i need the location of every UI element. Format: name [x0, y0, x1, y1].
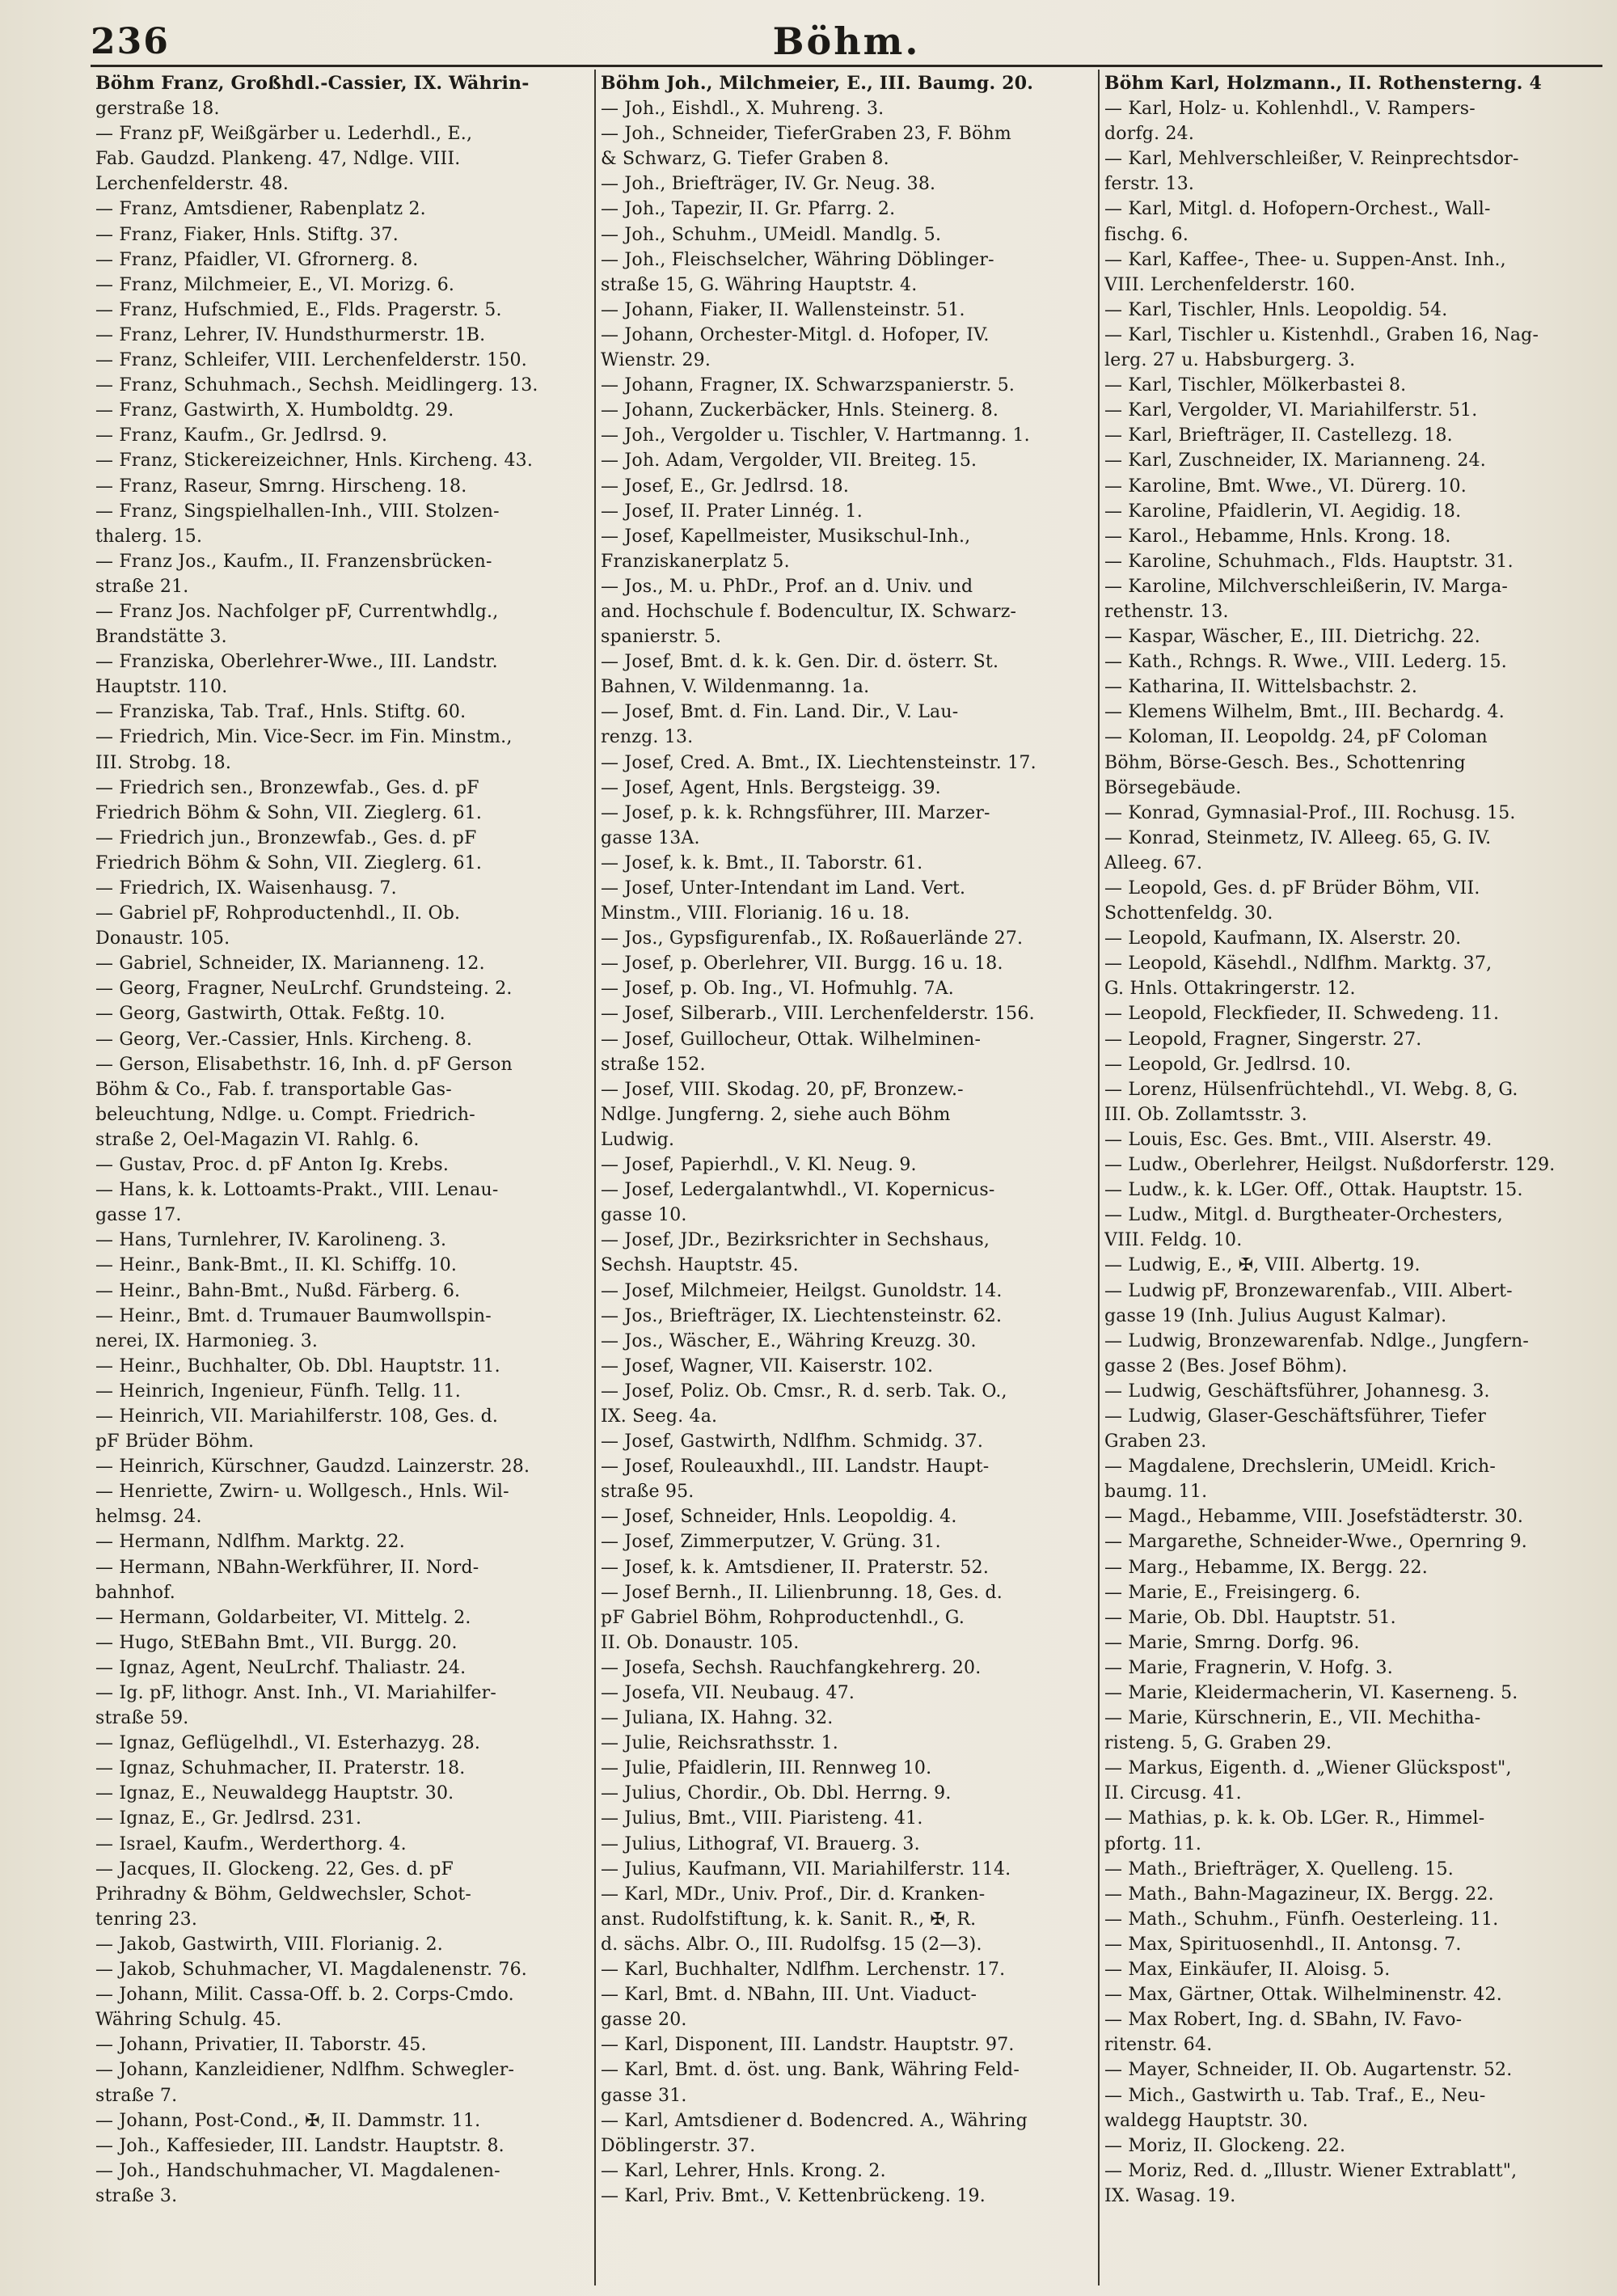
directory-entry-line: straße 3.	[95, 2185, 178, 2206]
directory-entry-line: — Josef, k. k. Bmt., II. Taborstr. 61.	[601, 852, 923, 873]
directory-entry-line: — Josef, Kapellmeister, Musikschul-Inh.,	[601, 526, 971, 547]
directory-entry-line: — Gabriel, Schneider, IX. Marianneng. 12.	[95, 953, 485, 975]
directory-entry-line: — Karl, Lehrer, Hnls. Krong. 2.	[601, 2160, 886, 2181]
directory-entry-line: Döblingerstr. 37.	[601, 2135, 756, 2156]
directory-entry-line: — Math., Bahn-Magazineur, IX. Bergg. 22.	[1104, 1884, 1494, 1905]
directory-entry-line: — Georg, Ver.-Cassier, Hnls. Kircheng. 8.	[95, 1029, 473, 1050]
directory-entry-line: — Magd., Hebamme, VIII. Josefstädterstr. 30.	[1104, 1507, 1524, 1528]
directory-entry-line: — Karl, Priv. Bmt., V. Kettenbrückeng. 19.	[601, 2185, 986, 2206]
directory-entry-line: — Mayer, Schneider, II. Ob. Augartenstr. 52.	[1104, 2060, 1513, 2081]
directory-entry-line: — Marie, Kleidermacherin, VI. Kaserneng. 5.	[1104, 1683, 1518, 1703]
directory-entry-line: straße 15, G. Währing Hauptstr. 4.	[601, 274, 918, 295]
directory-entry-line: — Mathias, p. k. k. Ob. LGer. R., Himmel-	[1104, 1808, 1485, 1829]
directory-entry-line: — Franz, Amtsdiener, Rabenplatz 2.	[95, 199, 426, 220]
directory-entry-line: — Gabriel pF, Rohproductenhdl., II. Ob.	[95, 903, 461, 924]
directory-entry-line: — Math., Briefträger, X. Quelleng. 15.	[1104, 1858, 1454, 1880]
directory-entry-line: Fab. Gaudzd. Plankeng. 47, Ndlge. VIII.	[95, 149, 461, 170]
directory-entry-line: — Klemens Wilhelm, Bmt., III. Bechardg. 4.	[1104, 702, 1505, 723]
directory-entry-line: — Johann, Zuckerbäcker, Hnls. Steinerg. 8.	[601, 400, 999, 421]
directory-entry-line: — Israel, Kaufm., Werderthorg. 4.	[95, 1833, 407, 1854]
directory-entry-line: lerg. 27 u. Habsburgerg. 3.	[1104, 350, 1356, 371]
directory-entry-line: gerstraße 18.	[95, 99, 220, 120]
directory-entry-line: — Marie, Ob. Dbl. Hauptstr. 51.	[1104, 1607, 1396, 1628]
directory-entry-line: — Ignaz, Geflügelhdl., VI. Esterhazyg. 28.	[95, 1733, 481, 1754]
directory-entry-line: IX. Wasag. 19.	[1104, 2185, 1236, 2206]
column-3	[1098, 70, 1602, 2285]
directory-entry-line: — Jos., Briefträger, IX. Liechtensteinstr. 62.	[601, 1305, 1003, 1326]
directory-entry-line: — Hermann, NBahn-Werkführer, II. Nord-	[95, 1557, 479, 1578]
directory-entry-line: straße 7.	[95, 2085, 178, 2106]
directory-entry-line: — Hermann, Ndlfhm. Marktg. 22.	[95, 1532, 405, 1553]
directory-entry-line: — Lorenz, Hülsenfrüchtehdl., VI. Webg. 8, G.	[1104, 1079, 1518, 1100]
directory-entry-line: pF Gabriel Böhm, Rohproductenhdl., G.	[601, 1607, 965, 1628]
directory-entry-line: — Karl, Buchhalter, Ndlfhm. Lerchenstr. 17.	[601, 1960, 1006, 1981]
directory-entry-line: — Johann, Privatier, II. Taborstr. 45.	[95, 2035, 427, 2056]
directory-entry-line: — Konrad, Steinmetz, IV. Alleeg. 65, G. IV.	[1104, 827, 1492, 848]
directory-entry-line: — Karoline, Schuhmach., Flds. Hauptstr. 31.	[1104, 551, 1514, 572]
directory-entry-line: — Heinrich, VII. Mariahilferstr. 108, Ges. d.	[95, 1406, 499, 1427]
directory-entry-line: — Leopold, Käsehdl., Ndlfhm. Marktg. 37,	[1104, 953, 1492, 975]
directory-entry-line: VIII. Lerchenfelderstr. 160.	[1104, 274, 1356, 295]
directory-entry-line: straße 95.	[601, 1482, 695, 1503]
directory-entry-line: — Leopold, Kaufmann, IX. Alserstr. 20.	[1104, 928, 1462, 949]
directory-entry-line: — Karl, Amtsdiener d. Bodencred. A., Währing	[601, 2110, 1028, 2131]
directory-entry-line: — Henriette, Zwirn- u. Wollgesch., Hnls. Wil-	[95, 1482, 509, 1503]
directory-entry-line: — Karoline, Bmt. Wwe., VI. Dürerg. 10.	[1104, 476, 1467, 497]
directory-entry-line: — Josef, Ledergalantwhdl., VI. Kopernicus-	[601, 1180, 995, 1201]
directory-entry-line: Bahnen, V. Wildenmanng. 1a.	[601, 677, 870, 698]
directory-entry-line: — Jakob, Schuhmacher, VI. Magdalenenstr. 76.	[95, 1960, 527, 1981]
directory-entry-line: — Johann, Orchester-Mitgl. d. Hofoper, IV.	[601, 324, 990, 345]
directory-entry-line: — Joh., Tapezir, II. Gr. Pfarrg. 2.	[601, 199, 896, 220]
directory-entry-line: — Joh., Briefträger, IV. Gr. Neug. 38.	[601, 174, 936, 195]
running-head: Böhm.	[772, 19, 921, 63]
directory-entry-line: gasse 17.	[95, 1205, 182, 1226]
directory-entry-line: — Gerson, Elisabethstr. 16, Inh. d. pF Gerson	[95, 1054, 513, 1075]
directory-entry-line: — Ludwig, E., ✠, VIII. Albertg. 19.	[1104, 1255, 1421, 1276]
directory-entry-line: — Karl, Vergolder, VI. Mariahilferstr. 51.	[1104, 400, 1478, 421]
directory-entry-line: risteng. 5, G. Graben 29.	[1104, 1733, 1332, 1754]
directory-entry-line: — Josef, E., Gr. Jedlrsd. 18.	[601, 476, 850, 497]
directory-entry-line: Ludwig.	[601, 1129, 675, 1150]
directory-entry-line: Böhm, Börse-Gesch. Bes., Schottenring	[1104, 752, 1466, 773]
directory-entry-line: — Julie, Pfaidlerin, III. Rennweg 10.	[601, 1758, 932, 1779]
directory-entry-line: — Josef, Gastwirth, Ndlfhm. Schmidg. 37.	[601, 1431, 984, 1452]
directory-entry-line: — Josef, p. Oberlehrer, VII. Burgg. 16 u. 18.	[601, 953, 1003, 975]
directory-entry-line: — Juliana, IX. Hahng. 32.	[601, 1708, 834, 1729]
directory-entry-line: — Ludwig, Bronzewarenfab. Ndlge., Jungfern-	[1104, 1330, 1530, 1351]
directory-entry-line: d. sächs. Albr. O., III. Rudolfsg. 15 (2—3).	[601, 1934, 982, 1955]
directory-entry-line: straße 21.	[95, 576, 189, 597]
directory-entry-line: — Ludwig, Glaser-Geschäftsführer, Tiefer	[1104, 1406, 1487, 1427]
directory-entry-line: — Julie, Reichsrathsstr. 1.	[601, 1733, 838, 1754]
directory-entry-line: — Joh., Kaffesieder, III. Landstr. Hauptstr. 8.	[95, 2135, 505, 2156]
directory-entry-line: — Heinrich, Kürschner, Gaudzd. Lainzerstr. 28.	[95, 1457, 530, 1478]
directory-entry-line: G. Hnls. Ottakringerstr. 12.	[1104, 979, 1356, 1000]
directory-entry-line: — Joh., Vergolder u. Tischler, V. Hartmanng. 1.	[601, 425, 1030, 446]
directory-entry-line: renzg. 13.	[601, 727, 694, 748]
directory-entry-line: dorfg. 24.	[1104, 124, 1195, 145]
directory-entry-line: Prihradny & Böhm, Geldwechsler, Schot-	[95, 1884, 472, 1905]
directory-entry-line: — Johann, Fiaker, II. Wallensteinstr. 51.	[601, 299, 965, 320]
directory-entry-line: — Friedrich sen., Bronzewfab., Ges. d. pF	[95, 777, 479, 798]
directory-entry-line: — Marie, Fragnerin, V. Hofg. 3.	[1104, 1657, 1393, 1678]
directory-entry-line: — Josef, Bmt. d. k. k. Gen. Dir. d. österr. St.	[601, 652, 999, 673]
directory-entry-line: fischg. 6.	[1104, 224, 1189, 245]
directory-entry-line: — Johann, Fragner, IX. Schwarzspanierstr. 5.	[601, 375, 1015, 396]
directory-entry-line: Donaustr. 105.	[95, 928, 230, 949]
directory-entry-line: gasse 2 (Bes. Josef Böhm).	[1104, 1355, 1348, 1376]
directory-entry-line: — Joh., Schuhm., UMeidl. Mandlg. 5.	[601, 224, 942, 245]
directory-entry-line: Alleeg. 67.	[1104, 852, 1203, 873]
directory-entry-line: — Franz, Gastwirth, X. Humboldtg. 29.	[95, 400, 454, 421]
directory-entry-line: — Josef, Guillocheur, Ottak. Wilhelminen-	[601, 1029, 982, 1050]
directory-entry-line: — Josef, VIII. Skodag. 20, pF, Bronzew.-	[601, 1079, 964, 1100]
directory-entry-line: — Ludwig, Geschäftsführer, Johannesg. 3.	[1104, 1381, 1490, 1402]
directory-entry-line: — Friedrich jun., Bronzewfab., Ges. d. pF	[95, 827, 477, 848]
directory-entry-line: nerei, IX. Harmonieg. 3.	[95, 1330, 319, 1351]
page-header	[91, 18, 1602, 63]
directory-entry-line: — Moriz, Red. d. „Illustr. Wiener Extrablatt",	[1104, 2160, 1518, 2181]
directory-entry-line: — Math., Schuhm., Fünfh. Oesterleing. 11.	[1104, 1909, 1499, 1930]
directory-entry-line: II. Ob. Donaustr. 105.	[601, 1632, 800, 1653]
directory-entry-line: — Julius, Chordir., Ob. Dbl. Herrng. 9.	[601, 1783, 952, 1804]
directory-entry-line: — Marg., Hebamme, IX. Bergg. 22.	[1104, 1557, 1428, 1578]
directory-entry-line: — Franz, Fiaker, Hnls. Stiftg. 37.	[95, 224, 399, 245]
directory-entry-line: — Gustav, Proc. d. pF Anton Ig. Krebs.	[95, 1155, 450, 1176]
directory-entry-line: — Margarethe, Schneider-Wwe., Opernring 9.	[1104, 1532, 1527, 1553]
directory-entry-line: beleuchtung, Ndlge. u. Compt. Friedrich-	[95, 1104, 475, 1125]
directory-entry-line: — Kaspar, Wäscher, E., III. Dietrichg. 22.	[1104, 627, 1480, 648]
directory-entry-line: Brandstätte 3.	[95, 627, 227, 648]
directory-entry-line: — Karl, Bmt. d. NBahn, III. Unt. Viaduct-	[601, 1985, 977, 2006]
directory-entry-line: — Karl, Holz- u. Kohlenhdl., V. Rampers-	[1104, 99, 1476, 120]
column-2	[594, 70, 1098, 2285]
directory-entry-line: pF Brüder Böhm.	[95, 1431, 255, 1452]
directory-entry-line: Böhm Joh., Milchmeier, E., III. Baumg. 20.	[601, 73, 1034, 94]
directory-entry-line: — Karl, Kaffee-, Thee- u. Suppen-Anst. Inh.,	[1104, 249, 1506, 270]
directory-entry-line: Friedrich Böhm & Sohn, VII. Zieglerg. 61.	[95, 852, 483, 873]
directory-entry-line: gasse 19 (Inh. Julius August Kalmar).	[1104, 1305, 1447, 1326]
directory-entry-line: Währing Schulg. 45.	[95, 2010, 282, 2031]
directory-entry-line: — Konrad, Gymnasial-Prof., III. Rochusg. 15.	[1104, 802, 1516, 823]
directory-entry-line: pfortg. 11.	[1104, 1833, 1202, 1854]
directory-entry-line: ferstr. 13.	[1104, 174, 1195, 195]
directory-entry-line: — Ignaz, E., Gr. Jedlrsd. 231.	[95, 1808, 362, 1829]
directory-entry-line: III. Ob. Zollamtsstr. 3.	[1104, 1104, 1307, 1125]
directory-entry-line: gasse 31.	[601, 2085, 687, 2106]
directory-entry-line: — Marie, E., Freisingerg. 6.	[1104, 1582, 1361, 1603]
directory-entry-line: — Karol., Hebamme, Hnls. Krong. 18.	[1104, 526, 1451, 547]
directory-entry-line: straße 2, Oel-Magazin VI. Rahlg. 6.	[95, 1129, 420, 1150]
directory-entry-line: — Ludw., Mitgl. d. Burgtheater-Orchesters,	[1104, 1205, 1503, 1226]
directory-entry-line: — Heinr., Bmt. d. Trumauer Baumwollspin-	[95, 1305, 492, 1326]
page-number: 236	[91, 21, 170, 62]
directory-entry-line: — Franz pF, Weißgärber u. Lederhdl., E.,	[95, 124, 473, 145]
directory-entry-line: — Ig. pF, lithogr. Anst. Inh., VI. Mariahilfer-	[95, 1683, 496, 1703]
directory-entry-line: gasse 20.	[601, 2010, 687, 2031]
directory-entry-line: — Karl, Briefträger, II. Castellezg. 18.	[1104, 425, 1453, 446]
directory-entry-line: — Joh., Eishdl., X. Muhreng. 3.	[601, 99, 884, 120]
directory-entry-line: Hauptstr. 110.	[95, 677, 228, 698]
directory-entry-line: — Karoline, Milchverschleißerin, IV. Marga-	[1104, 576, 1509, 597]
directory-entry-line: — Julius, Kaufmann, VII. Mariahilferstr. 114.	[601, 1858, 1011, 1880]
directory-entry-line: — Louis, Esc. Ges. Bmt., VIII. Alserstr. 49.	[1104, 1129, 1492, 1150]
directory-entry-line: — Franz, Raseur, Smrng. Hirscheng. 18.	[95, 476, 467, 497]
directory-entry-line: — Josef, p. k. k. Rchngsführer, III. Marzer-	[601, 802, 990, 823]
directory-entry-line: — Katharina, II. Wittelsbachstr. 2.	[1104, 677, 1418, 698]
directory-entry-line: — Julius, Lithograf, VI. Brauerg. 3.	[601, 1833, 920, 1854]
directory-entry-line: Sechsh. Hauptstr. 45.	[601, 1255, 799, 1276]
directory-entry-line: bahnhof.	[95, 1582, 175, 1603]
directory-entry-line: — Leopold, Fleckfieder, II. Schwedeng. 11.	[1104, 1004, 1500, 1025]
directory-entry-line: — Franz, Schleifer, VIII. Lerchenfelderstr. 150.	[95, 350, 527, 371]
directory-entry-line: — Franziska, Tab. Traf., Hnls. Stiftg. 60.	[95, 702, 467, 723]
directory-entry-line: — Leopold, Fragner, Singerstr. 27.	[1104, 1029, 1422, 1050]
directory-entry-line: — Ignaz, Agent, NeuLrchf. Thaliastr. 24.	[95, 1657, 467, 1678]
directory-entry-line: — Friedrich, IX. Waisenhausg. 7.	[95, 878, 397, 899]
directory-entry-line: — Karl, Tischler, Hnls. Leopoldig. 54.	[1104, 299, 1448, 320]
directory-entry-line: IX. Seeg. 4a.	[601, 1406, 718, 1427]
directory-entry-line: VIII. Feldg. 10.	[1104, 1230, 1243, 1251]
directory-entry-line: — Josef, Unter-Intendant im Land. Vert.	[601, 878, 966, 899]
directory-entry-line: — Franz, Pfaidler, VI. Gfrornerg. 8.	[95, 249, 419, 270]
directory-entry-line: — Heinrich, Ingenieur, Fünfh. Tellg. 11.	[95, 1381, 461, 1402]
directory-entry-line: — Johann, Post-Cond., ✠, II. Dammstr. 11.	[95, 2110, 481, 2131]
header-rule	[91, 65, 1602, 67]
directory-entry-line: and. Hochschule f. Bodencultur, IX. Schwarz-	[601, 601, 1017, 622]
directory-entry-line: — Julius, Bmt., VIII. Piaristeng. 41.	[601, 1808, 923, 1829]
directory-entry-line: — Josef, Schneider, Hnls. Leopoldig. 4.	[601, 1507, 957, 1528]
directory-entry-line: — Karl, Disponent, III. Landstr. Hauptstr. 97.	[601, 2035, 1015, 2056]
directory-entry-line: — Franz Jos. Nachfolger pF, Currentwhdlg.,	[95, 601, 499, 622]
directory-entry-line: — Franz, Kaufm., Gr. Jedlrsd. 9.	[95, 425, 388, 446]
directory-entry-line: thalerg. 15.	[95, 526, 203, 547]
directory-entry-line: — Josef, JDr., Bezirksrichter in Sechshaus,	[601, 1230, 990, 1251]
directory-entry-line: — Franz, Milchmeier, E., VI. Morizg. 6.	[95, 274, 455, 295]
directory-entry-line: — Ignaz, Schuhmacher, II. Praterstr. 18.	[95, 1758, 466, 1779]
directory-entry-line: — Max, Spirituosenhdl., II. Antonsg. 7.	[1104, 1934, 1462, 1955]
directory-entry-line: — Heinr., Bank-Bmt., II. Kl. Schiffg. 10.	[95, 1255, 458, 1276]
directory-entry-line: — Josef, II. Prater Linnég. 1.	[601, 501, 863, 522]
directory-entry-line: III. Strobg. 18.	[95, 752, 232, 773]
directory-entry-line: — Ignaz, E., Neuwaldegg Hauptstr. 30.	[95, 1783, 454, 1804]
directory-entry-line: — Kath., Rchngs. R. Wwe., VIII. Lederg. 15.	[1104, 652, 1507, 673]
directory-entry-line: — Joh., Fleischselcher, Währing Döblinger-	[601, 249, 994, 270]
directory-entry-line: — Koloman, II. Leopoldg. 24, pF Coloman	[1104, 727, 1488, 748]
directory-entry-line: — Friedrich, Min. Vice-Secr. im Fin. Minstm.,	[95, 727, 513, 748]
directory-entry-line: Schottenfeldg. 30.	[1104, 903, 1273, 924]
directory-entry-line: Franziskanerplatz 5.	[601, 551, 790, 572]
directory-entry-line: — Jos., Gypsfigurenfab., IX. Roßauerlände 27.	[601, 928, 1024, 949]
directory-entry-line: & Schwarz, G. Tiefer Graben 8.	[601, 149, 889, 170]
directory-entry-line: — Josef, Rouleauxhdl., III. Landstr. Haupt-	[601, 1457, 990, 1478]
directory-entry-line: rethenstr. 13.	[1104, 601, 1229, 622]
directory-entry-line: Minstm., VIII. Florianig. 16 u. 18.	[601, 903, 910, 924]
directory-entry-line: Böhm Karl, Holzmann., II. Rothensterng. 4	[1104, 73, 1543, 94]
directory-entry-line: — Max, Einkäufer, II. Aloisg. 5.	[1104, 1960, 1391, 1981]
directory-entry-line: — Josef, Agent, Hnls. Bergsteigg. 39.	[601, 777, 941, 798]
directory-entry-line: — Jos., Wäscher, E., Währing Kreuzg. 30.	[601, 1330, 977, 1351]
directory-entry-line: — Franz, Lehrer, IV. Hundsthurmerstr. 1B.	[95, 324, 486, 345]
directory-entry-line: — Josef, Cred. A. Bmt., IX. Liechtensteinstr. 17.	[601, 752, 1036, 773]
directory-entry-line: — Johann, Kanzleidiener, Ndlfhm. Schwegler-	[95, 2060, 515, 2081]
directory-entry-line: — Markus, Eigenth. d. „Wiener Glückspost",	[1104, 1758, 1512, 1779]
directory-entry-line: — Josefa, Sechsh. Rauchfangkehrerg. 20.	[601, 1657, 982, 1678]
directory-entry-line: — Karl, Tischler, Mölkerbastei 8.	[1104, 375, 1407, 396]
directory-entry-line: — Jacques, II. Glockeng. 22, Ges. d. pF	[95, 1858, 454, 1880]
directory-entry-line: — Georg, Fragner, NeuLrchf. Grundsteing. 2.	[95, 979, 513, 1000]
directory-entry-line: — Leopold, Ges. d. pF Brüder Böhm, VII.	[1104, 878, 1480, 899]
directory-entry-line: — Hans, Turnlehrer, IV. Karolineng. 3.	[95, 1230, 447, 1251]
directory-entry-line: — Karoline, Pfaidlerin, VI. Aegidig. 18.	[1104, 501, 1462, 522]
directory-entry-line: — Franz, Stickereizeichner, Hnls. Kircheng. 43.	[95, 450, 534, 471]
directory-entry-line: — Ludw., Oberlehrer, Heilgst. Nußdorferstr. 129.	[1104, 1155, 1556, 1176]
columns	[91, 70, 1602, 2285]
directory-entry-line: — Ludw., k. k. LGer. Off., Ottak. Hauptstr. 15.	[1104, 1180, 1523, 1201]
directory-entry-line: Böhm Franz, Großhdl.-Cassier, IX. Währin-	[95, 73, 530, 94]
directory-entry-line: baumg. 11.	[1104, 1482, 1208, 1503]
directory-entry-line: — Karl, Bmt. d. öst. ung. Bank, Währing Feld-	[601, 2060, 1020, 2081]
directory-entry-line: — Max Robert, Ing. d. SBahn, IV. Favo-	[1104, 2010, 1463, 2031]
directory-entry-line: — Franz Jos., Kaufm., II. Franzensbrücken-	[95, 551, 492, 572]
directory-entry-line: — Karl, MDr., Univ. Prof., Dir. d. Kranken-	[601, 1884, 986, 1905]
directory-entry-line: gasse 13A.	[601, 827, 700, 848]
directory-entry-line: anst. Rudolfstiftung, k. k. Sanit. R., ✠, R.	[601, 1909, 977, 1930]
directory-entry-line: — Josef, p. Ob. Ing., VI. Hofmuhlg. 7A.	[601, 979, 954, 1000]
directory-entry-line: — Karl, Mitgl. d. Hofopern-Orchest., Wall-	[1104, 199, 1491, 220]
directory-entry-line: — Joh., Schneider, TieferGraben 23, F. Böhm	[601, 124, 1011, 145]
directory-entry-line: — Marie, Smrng. Dorfg. 96.	[1104, 1632, 1360, 1653]
directory-entry-line: — Joh., Handschuhmacher, VI. Magdalenen-	[95, 2160, 500, 2181]
directory-entry-line: — Josef, k. k. Amtsdiener, II. Praterstr. 52.	[601, 1557, 990, 1578]
directory-entry-line: Friedrich Böhm & Sohn, VII. Zieglerg. 61.	[95, 802, 483, 823]
directory-entry-line: — Joh. Adam, Vergolder, VII. Breiteg. 15.	[601, 450, 977, 471]
directory-entry-line: ritenstr. 64.	[1104, 2035, 1213, 2056]
directory-entry-line: — Josef, Milchmeier, Heilgst. Gunoldstr. 14.	[601, 1280, 1003, 1301]
directory-entry-line: — Karl, Tischler u. Kistenhdl., Graben 16, Nag-	[1104, 324, 1539, 345]
directory-entry-line: — Josef, Poliz. Ob. Cmsr., R. d. serb. Tak. O.,	[601, 1381, 1007, 1402]
directory-entry-line: — Hermann, Goldarbeiter, VI. Mittelg. 2.	[95, 1607, 471, 1628]
directory-entry-line: — Josef, Wagner, VII. Kaiserstr. 102.	[601, 1355, 934, 1376]
directory-entry-line: — Josefa, VII. Neubaug. 47.	[601, 1683, 855, 1703]
directory-entry-line: — Marie, Kürschnerin, E., VII. Mechitha-	[1104, 1708, 1481, 1729]
directory-entry-line: straße 59.	[95, 1708, 189, 1729]
directory-entry-line: — Hugo, StEBahn Bmt., VII. Burgg. 20.	[95, 1632, 458, 1653]
directory-entry-line: Graben 23.	[1104, 1431, 1207, 1452]
directory-entry-line: gasse 10.	[601, 1205, 687, 1226]
directory-entry-line: — Franz, Hufschmied, E., Flds. Pragerstr. 5.	[95, 299, 502, 320]
directory-entry-line: — Josef Bernh., II. Lilienbrunng. 18, Ges. d.	[601, 1582, 1003, 1603]
directory-entry-line: waldegg Hauptstr. 30.	[1104, 2110, 1309, 2131]
directory-entry-line: helmsg. 24.	[95, 1507, 202, 1528]
directory-entry-line: — Max, Gärtner, Ottak. Wilhelminenstr. 42.	[1104, 1985, 1502, 2006]
directory-entry-line: Ndlge. Jungferng. 2, siehe auch Böhm	[601, 1104, 951, 1125]
column-1	[91, 70, 594, 2285]
directory-entry-line: Böhm & Co., Fab. f. transportable Gas-	[95, 1079, 452, 1100]
directory-entry-line: — Moriz, II. Glockeng. 22.	[1104, 2135, 1346, 2156]
directory-entry-line: — Mich., Gastwirth u. Tab. Traf., E., Neu-	[1104, 2085, 1486, 2106]
directory-entry-line: — Ludwig pF, Bronzewarenfab., VIII. Albert-	[1104, 1280, 1513, 1301]
directory-entry-line: — Franz, Schuhmach., Sechsh. Meidlingerg. 13.	[95, 375, 538, 396]
directory-entry-line: Börsegebäude.	[1104, 777, 1242, 798]
directory-entry-line: — Jos., M. u. PhDr., Prof. an d. Univ. und	[601, 576, 973, 597]
directory-entry-line: — Leopold, Gr. Jedlrsd. 10.	[1104, 1054, 1352, 1075]
directory-entry-line: — Josef, Zimmerputzer, V. Grüng. 31.	[601, 1532, 941, 1553]
directory-entry-line: II. Circusg. 41.	[1104, 1783, 1242, 1804]
directory-entry-line: — Heinr., Buchhalter, Ob. Dbl. Hauptstr. 11.	[95, 1355, 500, 1376]
directory-entry-line: — Johann, Milit. Cassa-Off. b. 2. Corps-Cmdo.	[95, 1985, 514, 2006]
directory-entry-line: — Franz, Singspielhallen-Inh., VIII. Stolzen-	[95, 501, 500, 522]
directory-entry-line: — Josef, Papierhdl., V. Kl. Neug. 9.	[601, 1155, 917, 1176]
directory-entry-line: Lerchenfelderstr. 48.	[95, 174, 289, 195]
directory-entry-line: — Georg, Gastwirth, Ottak. Feßtg. 10.	[95, 1004, 445, 1025]
directory-entry-line: tenring 23.	[95, 1909, 198, 1930]
directory-entry-line: — Josef, Bmt. d. Fin. Land. Dir., V. Lau-	[601, 702, 959, 723]
directory-entry-line: — Franziska, Oberlehrer-Wwe., III. Landstr.	[95, 652, 498, 673]
directory-entry-line: spanierstr. 5.	[601, 627, 722, 648]
directory-entry-line: — Magdalene, Drechslerin, UMeidl. Krich-	[1104, 1457, 1497, 1478]
directory-entry-line: — Hans, k. k. Lottoamts-Prakt., VIII. Lenau-	[95, 1180, 499, 1201]
directory-entry-line: straße 152.	[601, 1054, 706, 1075]
directory-entry-line: — Josef, Silberarb., VIII. Lerchenfelderstr. 156.	[601, 1004, 1035, 1025]
directory-entry-line: — Karl, Mehlverschleißer, V. Reinprechtsdor-	[1104, 149, 1519, 170]
directory-entry-line: — Jakob, Gastwirth, VIII. Florianig. 2.	[95, 1934, 444, 1955]
directory-entry-line: — Karl, Zuschneider, IX. Marianneng. 24.	[1104, 450, 1486, 471]
directory-entry-line: — Heinr., Bahn-Bmt., Nußd. Färberg. 6.	[95, 1280, 461, 1301]
directory-entry-line: Wienstr. 29.	[601, 350, 711, 371]
